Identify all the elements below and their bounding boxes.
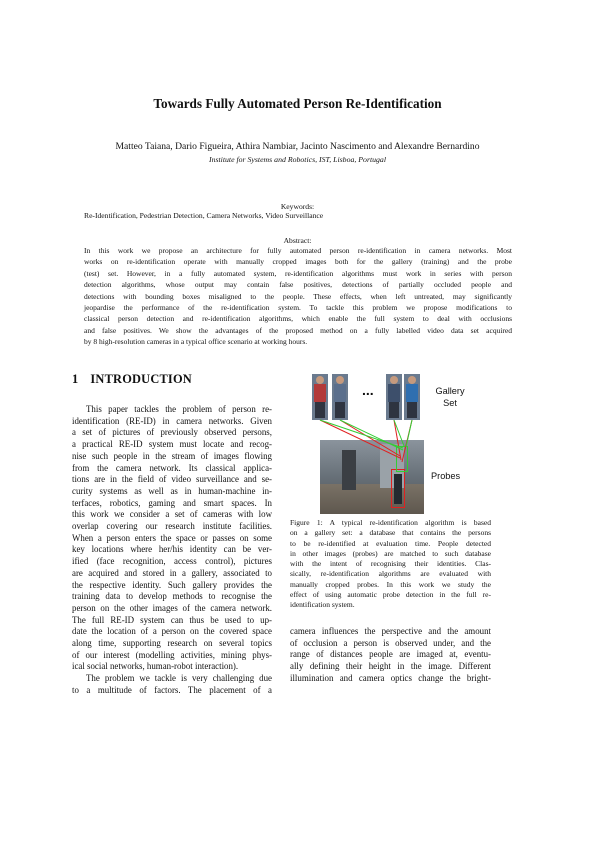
abstract-line: and false positives. We show the advantages of the proposed method on a fully labelled video data set acquired (84, 325, 512, 335)
section-title: INTRODUCTION (90, 372, 192, 386)
right-column-text (290, 626, 491, 685)
paragraph-line: key locations where her/his identity can be ver- (72, 544, 272, 555)
caption-line: identification system. (290, 600, 355, 610)
paragraph-line: the respective identity. Such gallery provides the (72, 579, 272, 590)
paragraph-line: a practical RE-ID system must locate and recog- (72, 439, 272, 450)
paragraph-line: curity systems as well as in human-machine in- (72, 485, 272, 496)
paragraph-line: person on the other images of the camera network. (72, 602, 272, 613)
probes-label: Probes (431, 471, 461, 481)
keywords-text: Re-Identification, Pedestrian Detection, Camera Networks, Video Surveillance (84, 211, 324, 220)
paragraph-line: The problem we tackle is very challenging due (86, 673, 272, 684)
left-column-text (72, 404, 272, 697)
caption-line: Figure 1: A typical re-identification algorithm is based (290, 518, 491, 527)
paragraph-line: terfaces, robotics, gaming and smart spaces. In (72, 497, 272, 508)
section-heading (72, 372, 192, 387)
abstract-line: jeopardise the performance of the re-identification system. To tackle this problem we propose modifications to (84, 303, 512, 313)
caption-line: in other images (probes) are matched to such database (290, 548, 491, 558)
paragraph-line: This paper tackles the problem of person re- (86, 404, 272, 414)
abstract-line: by 8 high-resolution cameras in a typical office scenario at working hours. (84, 337, 308, 347)
caption-line: with the intent of recognising their identities. Clas- (290, 559, 491, 569)
paragraph-line: of our interest (modelling activities, mining phys- (72, 649, 272, 660)
paragraph-line: this work we consider a set of cameras with low (72, 509, 272, 520)
paragraph-line: to a multitude of factors. The placement of a (72, 684, 272, 695)
paragraph-line: a set of pictures of previously observed persons, (72, 427, 272, 438)
gallery-label-line: Gallery (435, 386, 465, 396)
abstract-line: works on re-identification operate with manually cropped images both for the gallery (training) and the probe (84, 257, 512, 267)
paper-title: Towards Fully Automated Person Re-Identification (153, 96, 442, 111)
match-lines (300, 370, 500, 515)
keywords-heading: Keywords: (280, 202, 315, 211)
abstract-line: detections with bounding boxes misaligned to the people. These effects, when left untreated, may significantly (84, 291, 512, 301)
paragraph-line: training data to develop methods to recognise the (72, 591, 272, 602)
paragraph-line: ified (face recognition, access control), pictures (72, 556, 272, 567)
paragraph-line: The full RE-ID system can thus be used to up- (72, 614, 272, 625)
caption-line: effect of using automatic probe detection in the full re- (290, 590, 491, 600)
abstract-text (84, 245, 512, 348)
paragraph-line: are acquired and stored in a gallery, associated to (72, 567, 272, 578)
caption-line: on a gallery set: a database that contains the persons (290, 528, 491, 538)
paragraph-line: identification (RE-ID) in camera networks. Given (72, 415, 272, 426)
paragraph-line: ical social networks, human-robot interaction). (72, 661, 239, 672)
abstract-heading: Abstract: (283, 236, 312, 245)
caption-line: manually cropped probes. In this work we study the (290, 579, 491, 589)
author-list: Matteo Taiana, Dario Figueira, Athira Nambiar, Jacinto Nascimento and Alexandre Bernardino (115, 141, 480, 152)
figure-caption (290, 518, 491, 611)
paragraph-line: along time, supporting research on several topics (72, 638, 272, 649)
section-number: 1 (72, 372, 79, 386)
mismatch-line (340, 420, 400, 456)
gallery-label-line: Set (443, 398, 457, 408)
paragraph-line: camera influences the perspective and the amount (290, 626, 491, 636)
paragraph-line: from the camera network. Its classical applica- (72, 462, 272, 473)
abstract-line: detection algorithms, whose output may contain false positives, detections of partially occluded people and (84, 280, 512, 290)
paragraph-line: nise such people in the stream of images flowing (72, 450, 272, 461)
paragraph-line: date the location of a person on the covered space (72, 626, 272, 637)
abstract-line: classical person detection and re-identification algorithms, which enable the full system to deal with occlusions (84, 314, 512, 324)
paragraph-line: ally defining their height in the image. Different (290, 661, 491, 672)
affiliation: Institute for Systems and Robotics, IST, Lisboa, Portugal (208, 155, 387, 164)
caption-line: sically, re-identification algorithms are evaluated with (290, 569, 491, 579)
abstract-line: In this work we propose an architecture for fully automated person re-identification in camera networks. Most (84, 246, 512, 255)
paragraph-line: of occlusion a person is observed under, and the (290, 637, 491, 648)
paragraph-line: overlap covering our research institute facilities. (72, 521, 272, 532)
match-line (394, 420, 404, 446)
ellipsis: ... (362, 382, 374, 398)
match-line (406, 420, 412, 447)
paragraph-line: When a person enters the space or passes on some (72, 532, 272, 543)
paragraph-line: range of distances people are imaged at, eventu- (290, 649, 491, 660)
figure-1 (300, 370, 500, 515)
caption-line: to be re-identified at evaluation time. People detected (290, 538, 491, 548)
paragraph-line: illumination and camera optics change the bright- (290, 672, 491, 683)
paragraph-line: tions are in the field of video surveillance and se- (72, 474, 272, 485)
abstract-line: (test) set. However, in a fully automated system, re-identification algorithms must work in series with person (84, 268, 512, 278)
match-line (340, 420, 403, 450)
mismatch-line (320, 420, 400, 458)
